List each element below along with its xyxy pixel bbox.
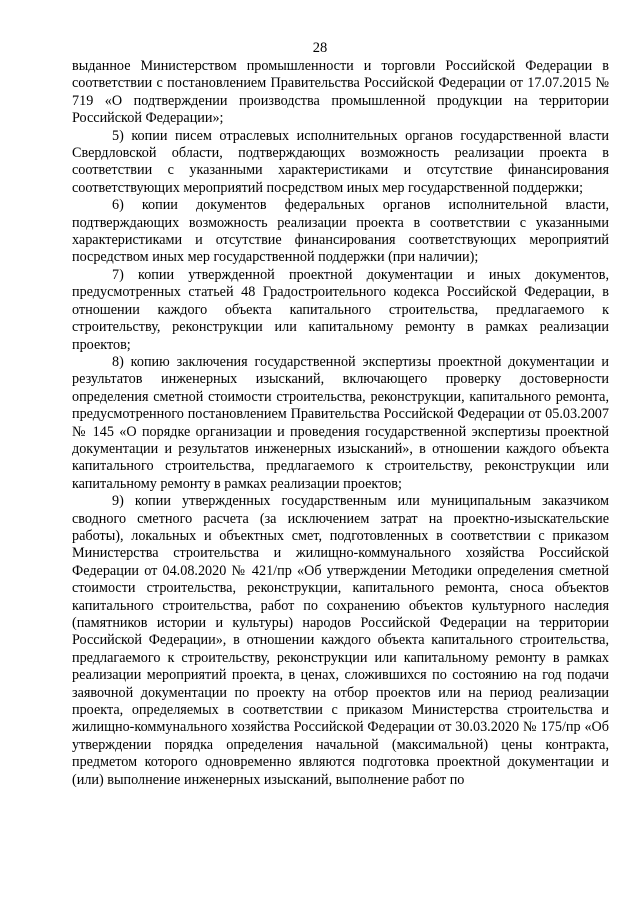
paragraph-continuation: выданное Министерством промышленности и торговли Российской Федерации в соответствии с постановлением Правительства Российской Федерации от 17.07.2015 № 719 «О подтверждении производства промышленной продукции на территории Российской Федерации»;	[72, 58, 609, 127]
page-number: 28	[312, 40, 328, 56]
paragraph-item-7: 7) копии утвержденной проектной документации и иных документов, предусмотренных статьей 48 Градостроительного кодекса Российской Федерации, в отношении каждого объекта капитального строительства, предлагаемого к строительству, реконструкции или капитальному ремонту в рамках реализации проектов;	[72, 266, 609, 353]
paragraph-item-8: 8) копию заключения государственной экспертизы проектной документации и результатов инженерных изысканий, включающего проверку достоверности определения сметной стоимости строительства, реконструкции, капитального ремонта, предусмотренного постановлением Правительства Российской Федерации от 05.03.2007 № 145 «О порядке организации и проведения государственной экспертизы проектной документации и результатов инженерных изысканий», в отношении каждого объекта капитального строительства, предлагаемого к строительству, реконструкции или капитальному ремонту в рамках реализации проектов;	[72, 353, 609, 492]
body-text	[72, 58, 609, 789]
paragraph-item-6: 6) копии документов федеральных органов исполнительной власти, подтверждающих возможность реализации проекта в соответствии с указанными характеристиками и отсутствие финансирования соответствующих мероприятий посредством иных мер государственной поддержки (при наличии);	[72, 197, 609, 266]
paragraph-item-5: 5) копии писем отраслевых исполнительных органов государственной власти Свердловской области, подтверждающих возможность реализации проекта в соответствии с указанными характеристиками и отсутствие финансирования соответствующих мероприятий посредством иных мер государственной поддержки;	[72, 127, 609, 196]
paragraph-item-9: 9) копии утвержденных государственным или муниципальным заказчиком сводного сметного расчета (за исключением затрат на проектно-изыскательские работы), локальных и объектных смет, подготовленных в соответствии с приказом Министерства строительства и жилищно-коммунального хозяйства Российской Федерации от 04.08.2020 № 421/пр «Об утверждении Методики определения сметной стоимости строительства, реконструкции, капитального ремонта, сноса объектов капитального строительства, работ по сохранению объектов культурного наследия (памятников истории и культуры) народов Российской Федерации на территории Российской Федерации», в отношении каждого объекта капитального строительства, предлагаемого к строительству, реконструкции или капитальному ремонту в рамках реализации мероприятий проекта, в ценах, сложившихся по состоянию на год подачи заявочной документации по проекту на отбор проектов или на период реализации проекта, определяемых в соответствии с приказом Министерства строительства и жилищно-коммунального хозяйства Российской Федерации от 30.03.2020 № 175/пр «Об утверждении порядка определения начальной (максимальной) цены контракта, предметом которого одновременно являются подготовка проектной документации и (или) выполнение инженерных изысканий, выполнение работ по	[72, 493, 609, 788]
